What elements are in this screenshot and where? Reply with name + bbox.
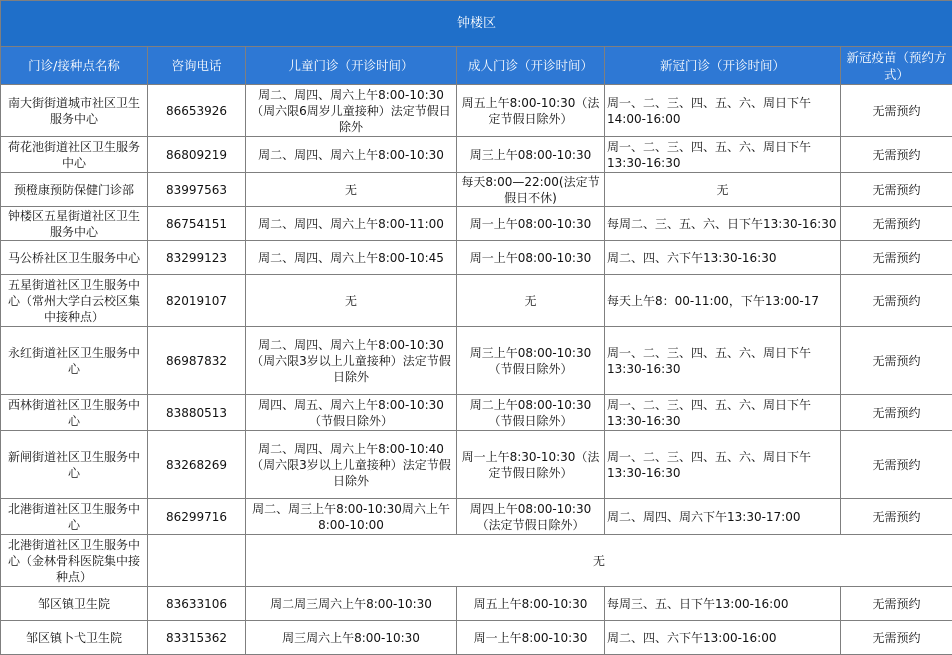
cell-booking: 无需预约 [841,431,952,499]
cell-phone [148,535,246,587]
cell-child: 周二、周四、周六上午8:00-10:30（周六限3岁以上儿童接种）法定节假日除外 [246,327,457,395]
header-adult: 成人门诊（开诊时间） [457,47,605,85]
cell-adult: 周三上午08:00-10:30 [457,137,605,173]
table-row [1,327,952,395]
cell-covid: 每天上午8：00-11:00，下午13:00-17 [605,275,841,327]
header-booking: 新冠疫苗（预约方式） [841,47,952,85]
cell-phone: 86809219 [148,137,246,173]
cell-phone: 86987832 [148,327,246,395]
cell-name: 邹区镇卫生院 [1,587,148,621]
cell-adult: 每天8:00—22:00(法定节假日不休) [457,173,605,207]
cell-covid: 周一、二、三、四、五、六、周日下午13:30-16:30 [605,431,841,499]
cell-adult: 周一上午08:00-10:30 [457,241,605,275]
table-row [1,173,952,207]
header-name: 门诊/接种点名称 [1,47,148,85]
header-covid: 新冠门诊（开诊时间） [605,47,841,85]
cell-covid: 周二、四、六下午13:30-16:30 [605,241,841,275]
cell-covid: 周一、二、三、四、五、六、周日下午13:30-16:30 [605,327,841,395]
cell-covid: 周二、四、六下午13:00-16:00 [605,621,841,655]
cell-covid: 周一、二、三、四、五、六、周日下午14:00-16:00 [605,85,841,137]
cell-booking: 无需预约 [841,621,952,655]
cell-name: 北港街道社区卫生服务中心（金林骨科医院集中接种点） [1,535,148,587]
table-row [1,275,952,327]
cell-name: 新闸街道社区卫生服务中心 [1,431,148,499]
table-row [1,535,952,587]
cell-child: 周二、周四、周六上午8:00-10:30（周六限6周岁儿童接种）法定节假日除外 [246,85,457,137]
cell-child: 周二、周四、周六上午8:00-10:45 [246,241,457,275]
table-row [1,395,952,431]
cell-child: 无 [246,173,457,207]
table-row [1,241,952,275]
cell-name: 南大街街道城市社区卫生服务中心 [1,85,148,137]
cell-covid: 每周二、三、五、六、日下午13:30-16:30 [605,207,841,241]
cell-child: 周二、周三上午8:00-10:30周六上午8:00-10:00 [246,499,457,535]
cell-child: 周三周六上午8:00-10:30 [246,621,457,655]
cell-name: 马公桥社区卫生服务中心 [1,241,148,275]
cell-adult: 周一上午08:00-10:30 [457,207,605,241]
table-row [1,137,952,173]
cell-phone: 83633106 [148,587,246,621]
cell-merged-schedule: 无 [246,535,952,587]
cell-name: 荷花池街道社区卫生服务中心 [1,137,148,173]
cell-adult: 周五上午8:00-10:30 [457,587,605,621]
cell-name: 永红街道社区卫生服务中心 [1,327,148,395]
cell-booking: 无需预约 [841,137,952,173]
cell-booking: 无需预约 [841,241,952,275]
cell-child: 周二、周四、周六上午8:00-11:00 [246,207,457,241]
cell-child: 周四、周五、周六上午8:00-10:30（节假日除外） [246,395,457,431]
cell-adult: 无 [457,275,605,327]
cell-booking: 无需预约 [841,173,952,207]
cell-covid: 无 [605,173,841,207]
cell-child: 无 [246,275,457,327]
table-row [1,207,952,241]
cell-phone: 86299716 [148,499,246,535]
cell-adult: 周三上午08:00-10:30（节假日除外） [457,327,605,395]
cell-adult: 周一上午8:30-10:30（法定节假日除外） [457,431,605,499]
cell-booking: 无需预约 [841,327,952,395]
cell-booking: 无需预约 [841,395,952,431]
cell-phone: 83315362 [148,621,246,655]
table-row [1,499,952,535]
table-row [1,431,952,499]
cell-booking: 无需预约 [841,85,952,137]
cell-name: 邹区镇卜弋卫生院 [1,621,148,655]
table-row [1,587,952,621]
cell-booking: 无需预约 [841,499,952,535]
cell-adult: 周二上午08:00-10:30（节假日除外） [457,395,605,431]
cell-name: 北港街道社区卫生服务中心 [1,499,148,535]
cell-name: 钟楼区五星街道社区卫生服务中心 [1,207,148,241]
cell-adult: 周五上午8:00-10:30（法定节假日除外） [457,85,605,137]
header-child: 儿童门诊（开诊时间） [246,47,457,85]
cell-phone: 83880513 [148,395,246,431]
cell-child: 周二周三周六上午8:00-10:30 [246,587,457,621]
table-row [1,85,952,137]
cell-phone: 83997563 [148,173,246,207]
cell-phone: 86653926 [148,85,246,137]
cell-covid: 周二、周四、周六下午13:30-17:00 [605,499,841,535]
cell-covid: 周一、二、三、四、五、六、周日下午13:30-16:30 [605,137,841,173]
cell-adult: 周一上午8:00-10:30 [457,621,605,655]
cell-name: 五星街道社区卫生服务中心（常州大学白云校区集中接种点） [1,275,148,327]
cell-name: 预橙康预防保健门诊部 [1,173,148,207]
cell-child: 周二、周四、周六上午8:00-10:40（周六限3岁以上儿童接种）法定节假日除外 [246,431,457,499]
header-phone: 咨询电话 [148,47,246,85]
cell-booking: 无需预约 [841,275,952,327]
cell-name: 西林街道社区卫生服务中心 [1,395,148,431]
cell-phone: 83268269 [148,431,246,499]
cell-covid: 周一、二、三、四、五、六、周日下午13:30-16:30 [605,395,841,431]
cell-adult: 周四上午08:00-10:30（法定节假日除外） [457,499,605,535]
cell-covid: 每周三、五、日下午13:00-16:00 [605,587,841,621]
cell-phone: 83299123 [148,241,246,275]
table-row [1,621,952,655]
cell-phone: 82019107 [148,275,246,327]
cell-booking: 无需预约 [841,207,952,241]
cell-child: 周二、周四、周六上午8:00-10:30 [246,137,457,173]
district-title: 钟楼区 [1,1,952,47]
cell-booking: 无需预约 [841,587,952,621]
cell-phone: 86754151 [148,207,246,241]
